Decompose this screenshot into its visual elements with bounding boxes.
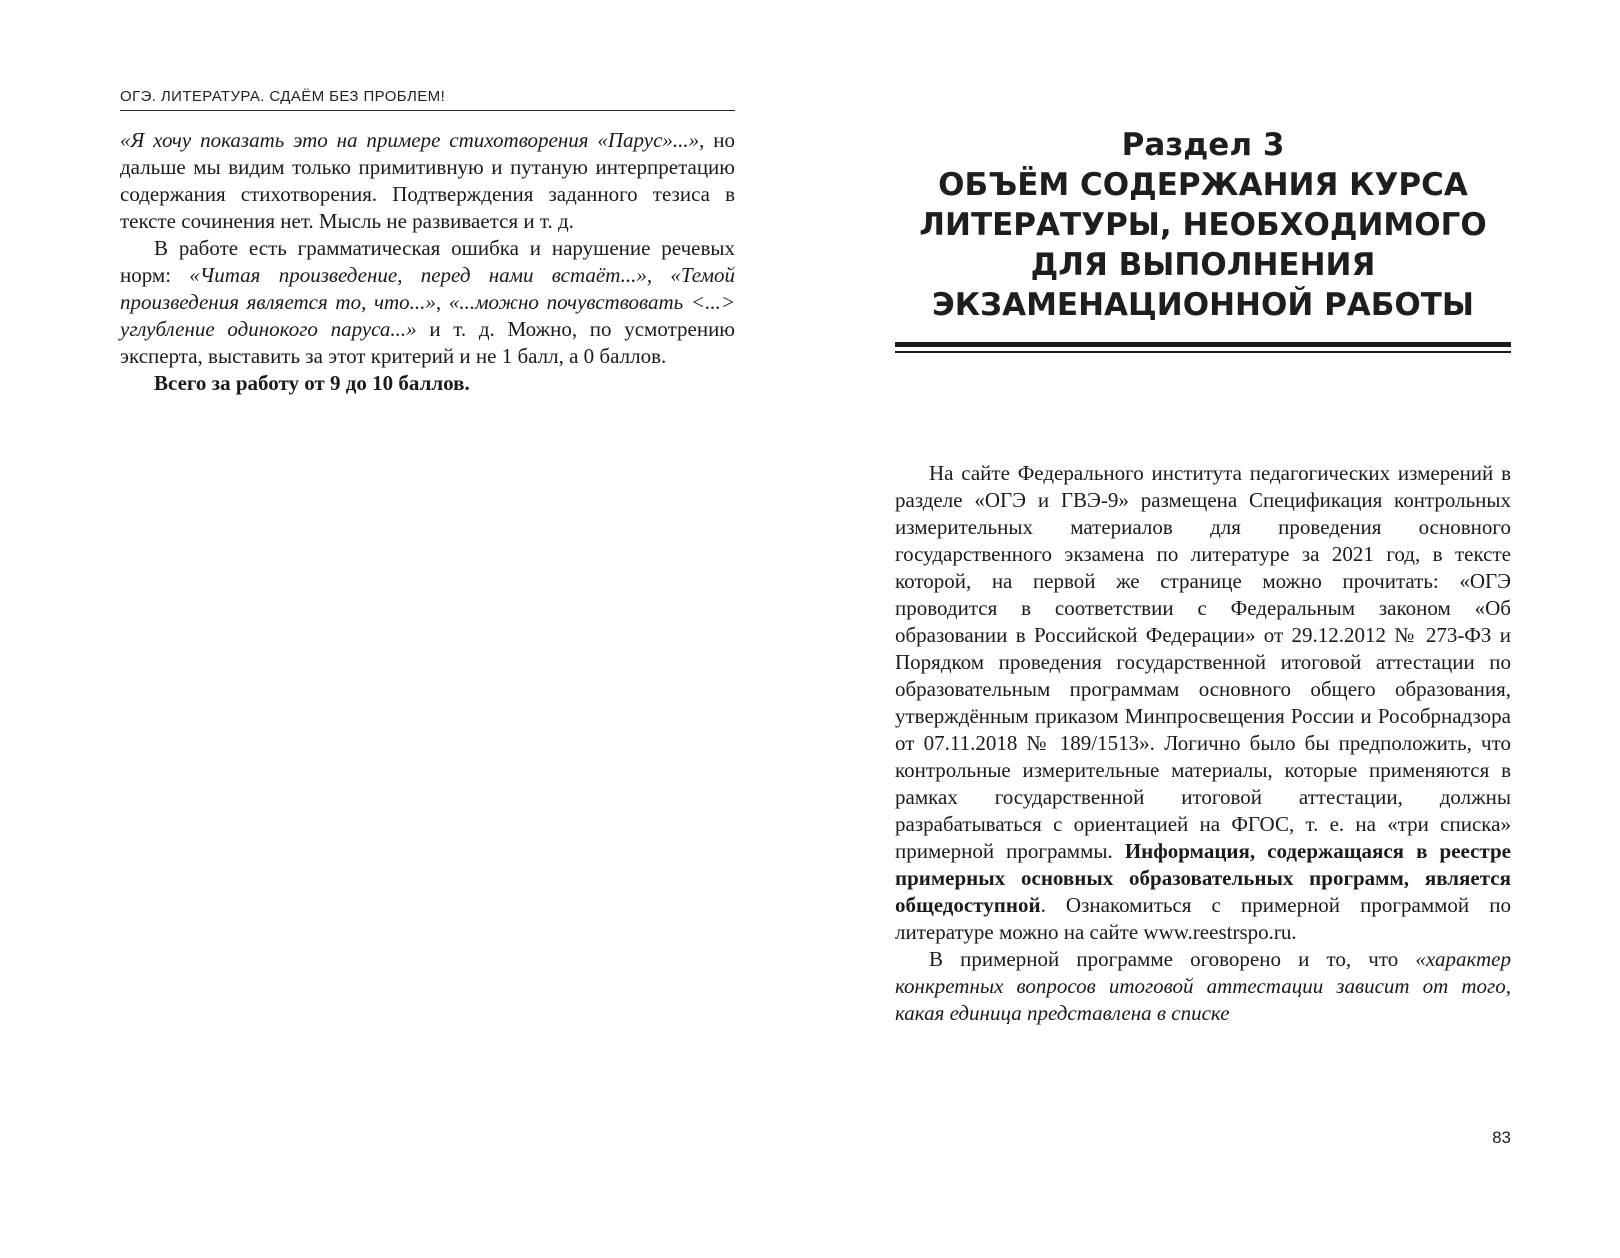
section-title-line: ДЛЯ ВЫПОЛНЕНИЯ <box>1030 247 1376 283</box>
body-text: , <box>435 290 449 314</box>
thin-rule <box>895 351 1511 353</box>
section-title-line: ЭКЗАМЕНАЦИОННОЙ РАБОТЫ <box>931 287 1475 323</box>
body-text: В работе есть грамматическая ошибка и нарушение речевых норм: <box>120 236 735 287</box>
body-text: , <box>646 263 671 287</box>
right-page-body <box>895 460 1511 1027</box>
body-text: и т. д. Можно, по усмотрению эксперта, выставить за этот критерий и не 1 балл, а 0 баллов. <box>120 317 735 368</box>
section-title-line: ОБЪЁМ СОДЕРЖАНИЯ КУРСА <box>938 167 1468 203</box>
running-header: ОГЭ. ЛИТЕРАТУРА. СДАЁМ БЕЗ ПРОБЛЕМ! <box>120 88 446 105</box>
heading-double-rule <box>895 342 1511 353</box>
section-number: Раздел 3 <box>1121 127 1285 163</box>
section-title-line: ЛИТЕРАТУРЫ, НЕОБХОДИМОГО <box>919 207 1487 243</box>
page-number: 83 <box>1492 1128 1511 1147</box>
body-text: , но дальше мы видим только примитивную и путаную интерпретацию содержания стихотворения. Подтверждения заданного тезиса в тексте сочинения нет. Мысль не развивается и т. д. <box>120 128 735 233</box>
section-heading <box>895 125 1511 325</box>
quote-text: «Темой произведения является то, что...» <box>120 263 735 314</box>
quote-text: «Я хочу показать это на примере стихотворения «Парус»...» <box>120 128 700 152</box>
paragraph <box>895 946 1511 1027</box>
bold-text: Информация, содержащаяся в реестре примерных основных образовательных программ, является общедоступной <box>895 839 1511 917</box>
header-rule <box>120 110 735 111</box>
thick-rule <box>895 342 1511 347</box>
body-text: На сайте Федерального института педагогических измерений в разделе «ОГЭ и ГВЭ-9» размещена Спецификация контрольных измерительных материалов для проведения основного государственного экзамена по литературе за 2021 год, в тексте которой, на первой же странице можно прочитать: «ОГЭ проводится в соответствии с Федеральным законом «Об образовании в Российской Федерации» от 29.12.2012 № 273-ФЗ и Порядком проведения государственной итоговой аттестации по образовательным программам основного общего образования, утверждённым приказом Минпросвещения России и Рособрнадзора от 07.11.2018 № 189/1513». Логично было бы предположить, что контрольные измерительные материалы, которые применяются в рамках государственной итоговой аттестации, должны разрабатываться с ориентацией на ФГОС, т. е. на «три списка» примерной программы. <box>895 461 1511 863</box>
body-text: . Ознакомиться с примерной программой по литературе можно на сайте www.reestrspo.ru. <box>895 893 1511 944</box>
quote-text: «...можно почувствовать <...> углубление одинокого паруса...» <box>120 290 735 341</box>
quote-text: «характер конкретных вопросов итоговой аттестации зависит от того, какая единица представлена в списке <box>895 947 1511 1025</box>
paragraph <box>120 235 735 370</box>
body-text: В примерной программе оговорено и то, что <box>929 947 1416 971</box>
quote-text: «Читая произведение, перед нами встаёт...» <box>189 263 647 287</box>
left-page <box>120 0 735 1258</box>
paragraph <box>120 127 735 235</box>
left-page-body <box>120 127 735 397</box>
right-page <box>895 0 1511 1258</box>
score-summary: Всего за работу от 9 до 10 баллов. <box>154 371 470 395</box>
paragraph <box>895 460 1511 946</box>
